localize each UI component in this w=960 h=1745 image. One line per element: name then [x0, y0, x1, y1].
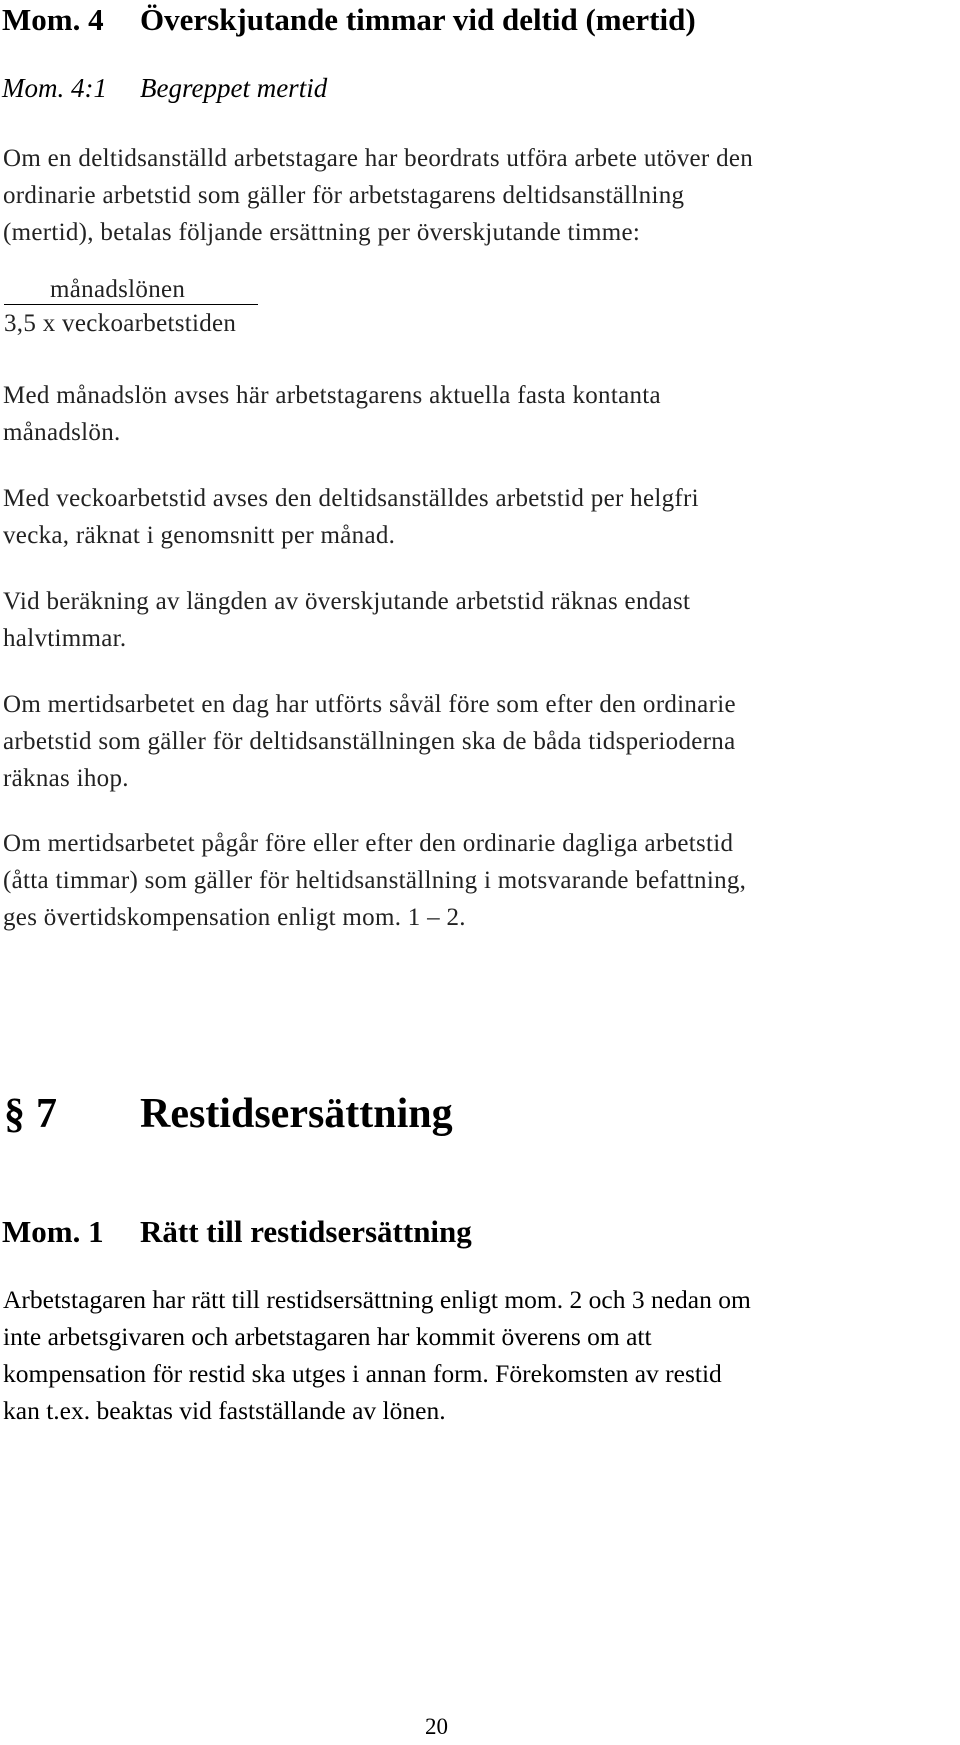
berakning-paragraph	[3, 583, 690, 657]
text-line: (åtta timmar) som gäller för heltidsanställning i motsvarande befattning,	[3, 867, 747, 894]
text-line: arbetstid som gäller för deltidsanställningen ska de båda tidsperioderna	[3, 728, 736, 755]
text-line: halvtimmar.	[3, 625, 127, 652]
text-line: Vid beräkning av längden av överskjutande arbetstid räknas endast	[3, 588, 691, 615]
section-title: Restidsersättning	[140, 1091, 453, 1137]
intro-paragraph	[3, 140, 753, 251]
text-line: kompensation för restid ska utges i annan form. Förekomsten av restid	[3, 1359, 722, 1388]
text-line: Om mertidsarbetet pågår före eller efter den ordinarie dagliga arbetstid	[3, 830, 734, 857]
ihop-paragraph	[3, 686, 736, 797]
text-line: Om mertidsarbetet en dag har utförts såväl före som efter den ordinarie	[3, 691, 736, 718]
mom41-number: Mom. 4:1	[2, 73, 107, 103]
mom4-number: Mom. 4	[2, 2, 104, 37]
text-line: kan t.ex. beaktas vid fastställande av lönen.	[3, 1396, 446, 1425]
text-line: vecka, räknat i genomsnitt per månad.	[3, 522, 396, 549]
text-line: Med veckoarbetstid avses den deltidsanställdes arbetstid per helgfri	[3, 485, 699, 512]
text-line: (mertid), betalas följande ersättning per överskjutande timme:	[3, 219, 641, 246]
manadslon-paragraph	[3, 377, 661, 451]
mom1-title: Rätt till restidsersättning	[140, 1214, 472, 1249]
formula-denominator: 3,5 x veckoarbetstiden	[4, 310, 237, 337]
restid-paragraph	[3, 1281, 751, 1429]
mom1-number: Mom. 1	[2, 1214, 104, 1249]
text-line: ges övertidskompensation enligt mom. 1 – 2.	[3, 904, 466, 931]
section-symbol: §	[4, 1091, 25, 1137]
veckoarbetstid-paragraph	[3, 480, 699, 554]
mom41-title: Begreppet mertid	[140, 73, 328, 103]
section-number: 7	[36, 1091, 57, 1137]
text-line: Arbetstagaren har rätt till restidsersättning enligt mom. 2 och 3 nedan om	[3, 1285, 751, 1314]
overtid-paragraph	[3, 825, 746, 936]
text-line: räknas ihop.	[3, 765, 129, 792]
text-line: månadslön.	[3, 419, 121, 446]
page-number: 20	[425, 1714, 448, 1739]
mom4-title: Överskjutande timmar vid deltid (mertid)	[140, 2, 696, 37]
text-line: Om en deltidsanställd arbetstagare har beordrats utföra arbete utöver den	[3, 145, 754, 172]
text-line: Med månadslön avses här arbetstagarens aktuella fasta kontanta	[3, 382, 661, 409]
fraction-line	[4, 304, 258, 305]
formula-numerator: månadslönen	[50, 276, 186, 303]
text-line: inte arbetsgivaren och arbetstagaren har kommit överens om att	[3, 1322, 652, 1351]
text-line: ordinarie arbetstid som gäller för arbetstagarens deltidsanställning	[3, 182, 685, 209]
